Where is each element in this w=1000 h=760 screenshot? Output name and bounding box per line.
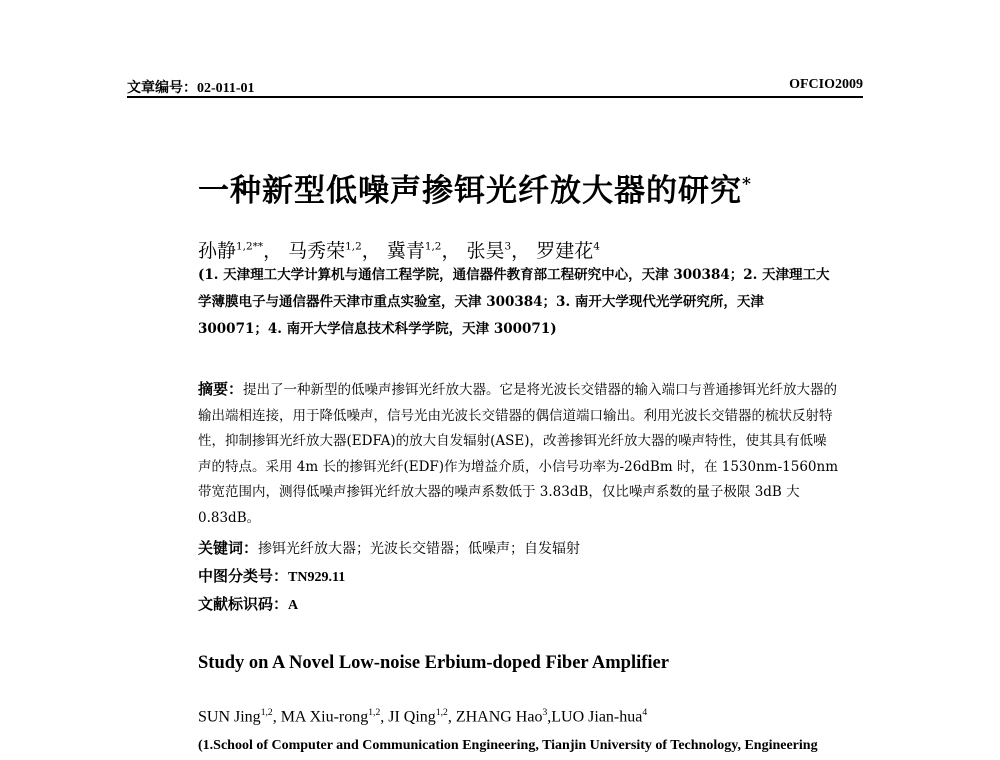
clc-value: TN929.11 <box>288 570 346 585</box>
author-affil: 3 <box>504 240 512 253</box>
clc-label: 中图分类号： <box>198 567 289 585</box>
document-code <box>198 593 298 614</box>
english-author: ZHANG Hao <box>455 708 543 726</box>
affiliations: (1. 天津理工大学计算机与通信工程学院，通信器件教育部工程研究中心，天津 300384；2. 天津理工大学薄膜电子与通信器件天津市重点实验室，天津 300384；3. 南开大学现代光学研究所，天津 300071；4. 南开大学信息技术科学学院，天津 300071) <box>198 267 830 337</box>
english-author-list: SUN Jing$^{1,2}$, MA Xiu-rong$^{1,2}$, JI Qing$^{1,2}$, ZHANG Hao$^3$,LUO Jian-hua$^4$ <box>198 707 648 726</box>
author-affil: 1,2 <box>345 240 362 253</box>
title-text: 一种新型低噪声掺铒光纤放大器的研究 <box>198 173 742 209</box>
author-name: 罗建花 <box>536 240 594 262</box>
english-title: Study on A Novel Low-noise Erbium-doped Fiber Amplifier <box>198 653 669 673</box>
author-list: 孙静$^{1,2**}$， 马秀荣$^{1,2}$， 冀青$^{1,2}$， 张昊$^3$， 罗建花$^4$ <box>198 240 600 262</box>
doc-code-value: A <box>288 598 299 613</box>
english-affiliation: (1.School of Computer and Communication Engineering, Tianjin University of Technology, Engineering <box>198 738 818 753</box>
author-name: 冀青 <box>386 240 425 262</box>
author-name: 孙静 <box>198 240 237 262</box>
author-name: 张昊 <box>466 240 505 262</box>
paper-title <box>198 165 752 210</box>
keywords <box>198 537 580 558</box>
running-header <box>127 77 863 95</box>
abstract-text: 提出了一种新型的低噪声掺铒光纤放大器。它是将光波长交错器的输入端口与普通掺铒光纤放大器的输出端相连接，用于降低噪声，信号光由光波长交错器的偶信道端口输出。利用光波长交错器的梳状反射特性，抑制掺铒光纤放大器(EDFA)的放大自发辐射(ASE)，改善掺铒光纤放大器的噪声特性，使其具有低噪声的特点。采用 4m 长的掺铒光纤(EDF)作为增益介质，小信号功率为-26dBm 时，在 1530nm-1560nm 带宽范围内，测得低噪声掺铒光纤放大器的噪声系数低于 3.83dB，仅比噪声系数的量子极限 3dB 大 0.83dB。 <box>198 382 839 526</box>
article-number: 文章编号：02-011-01 <box>127 81 255 96</box>
author-name: 马秀荣 <box>288 240 346 262</box>
author-affil: 1,2** <box>236 240 264 253</box>
title-footnote-mark: * <box>742 174 752 195</box>
english-author: MA Xiu-rong <box>280 708 369 726</box>
abstract <box>198 377 838 531</box>
keywords-text: 掺铒光纤放大器；光波长交错器；低噪声；自发辐射 <box>258 541 581 557</box>
clc-number <box>198 565 345 586</box>
conference-code: OFCIO2009 <box>789 77 863 92</box>
english-author: SUN Jing <box>198 708 261 726</box>
header-rule <box>127 96 863 98</box>
english-author: LUO Jian-hua <box>551 708 643 726</box>
author-affil: 1,2 <box>424 240 442 253</box>
abstract-label: 摘要： <box>198 380 244 398</box>
author-affil: 4 <box>593 240 600 253</box>
english-author: JI Qing <box>388 708 436 726</box>
keywords-label: 关键词： <box>198 539 259 557</box>
doc-code-label: 文献标识码： <box>198 595 289 613</box>
